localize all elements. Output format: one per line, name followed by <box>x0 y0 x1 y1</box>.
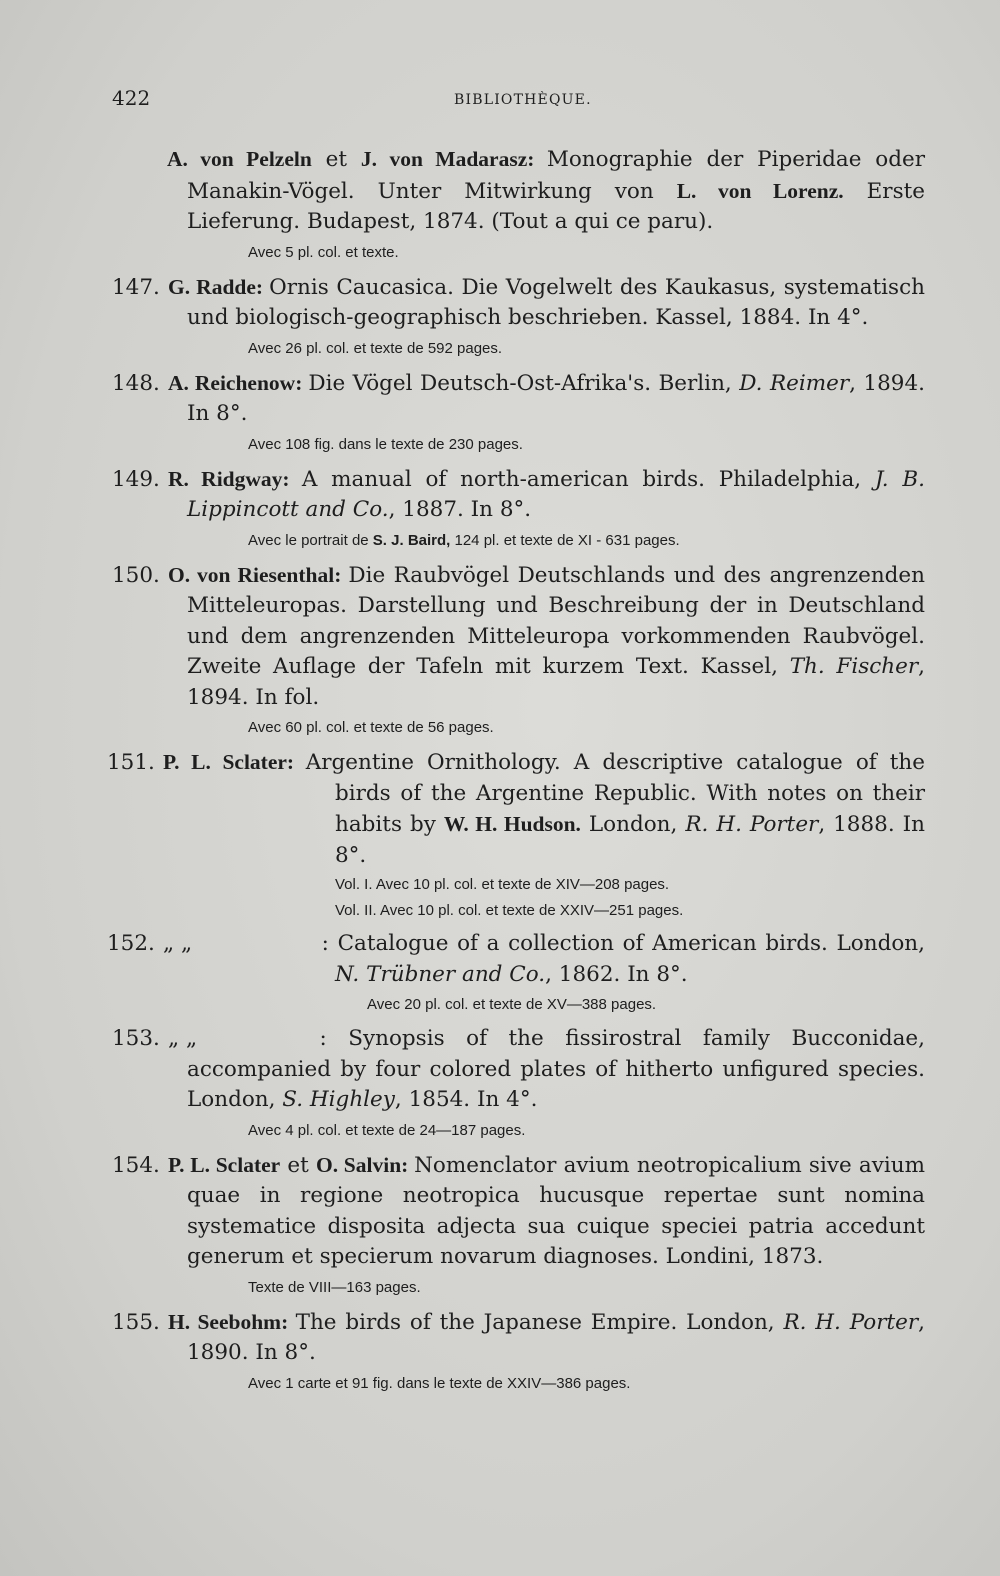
entry-imprint: , 1854. In 4°. <box>394 1087 538 1112</box>
bibliography-entry <box>0 144 1000 266</box>
entry-text <box>0 747 1000 871</box>
entry-number: 151. <box>107 750 155 775</box>
entry-publisher: Th. Fischer <box>789 654 919 679</box>
entry-date: , 1888. In 8°. <box>335 812 925 868</box>
entry-number: 153. <box>112 1026 160 1051</box>
entry-separator: : <box>286 750 306 774</box>
entry-publisher: R. H. Porter <box>783 1309 919 1335</box>
bibliography-entry <box>0 929 1000 1018</box>
entry-separator: : <box>401 1152 415 1177</box>
entry-author: G. Radde <box>168 274 256 299</box>
entry-title: Argentine Ornithology. A descriptive catalogue of the birds of the Argentine Republic. With notes on their habits by <box>305 750 925 837</box>
entry-number: 154. <box>112 1152 160 1178</box>
entry-separator: : <box>313 931 338 956</box>
entry-conjunction: et <box>280 1152 316 1178</box>
entry-title: Die Vögel Deutsch-Ost-Afrika's. Berlin, <box>308 370 740 396</box>
entry-publisher: S. Highley <box>282 1087 395 1112</box>
entry-imprint: , 1894. In 8°. <box>187 370 925 426</box>
ditto-marks: „ „ <box>163 931 193 956</box>
bibliography-entry <box>0 1024 1000 1144</box>
entry-author: R. Ridgway <box>168 466 283 491</box>
entry-number: 148. <box>112 370 160 396</box>
entry-text <box>0 272 1000 334</box>
entry-text <box>0 1024 1000 1116</box>
entry-number: 150. <box>112 562 160 588</box>
entry-imprint: , 1890. In 8°. <box>187 1309 926 1365</box>
entry-note: Avec 1 carte et 91 fig. dans le texte de XXIV—386 pages. <box>248 1374 631 1392</box>
entry-author: H. Seebohm <box>168 1309 282 1334</box>
entry-text <box>0 1150 1000 1273</box>
entry-coauthor: J. von Madarasz <box>360 147 528 171</box>
entry-text <box>0 464 1000 526</box>
note-text: Avec le portrait de <box>248 531 373 549</box>
bibliography-entry <box>0 560 1000 742</box>
bibliography-entry <box>0 747 1000 923</box>
entry-text <box>0 929 1000 990</box>
entry-imprint: London, <box>580 812 686 837</box>
entry-text <box>0 1307 1000 1369</box>
entry-imprint: , 1894. In fol. <box>187 654 925 710</box>
entry-title: Ornis Caucasica. Die Vogelwelt des Kaukasus, systematisch und biologisch-geographisch beschrieben. Kassel, 1884. In 4°. <box>187 274 925 330</box>
bibliography-list <box>0 144 1000 1403</box>
entry-note: Avec 26 pl. col. et texte de 592 pages. <box>248 339 503 357</box>
entry-separator: : <box>295 370 309 395</box>
entry-imprint: , 1887. In 8°. <box>388 497 532 522</box>
entry-note: Avec 20 pl. col. et texte de XV—388 pages. <box>367 996 657 1013</box>
entry-note: Avec 4 pl. col. et texte de 24—187 pages. <box>248 1121 526 1139</box>
entry-separator: : <box>298 1026 349 1051</box>
entry-coauthor: O. Salvin <box>315 1152 402 1177</box>
page-header <box>112 86 920 116</box>
entry-separator: : <box>255 274 270 299</box>
entry-note: Texte de VIII—163 pages. <box>248 1278 421 1296</box>
entry-number: 155. <box>112 1309 160 1335</box>
entry-number: 152. <box>107 931 155 956</box>
bibliography-entry <box>0 368 1000 458</box>
entry-title: Nomenclator avium neotropicalium sive avium quae in regione neotropica hucusque repertae sunt nomina systematice disposita adjecta sua cuique speciei patria accedunt generum et specierum novarum diagnoses. Londini, 1873. <box>187 1152 925 1269</box>
bibliography-entry <box>0 272 1000 362</box>
entry-author: P. L. Sclater <box>168 1152 281 1177</box>
entry-text <box>0 368 1000 430</box>
note-name: S. J. Baird, <box>372 531 451 549</box>
entry-author: P. L. Sclater <box>163 750 287 774</box>
entry-number: 149. <box>112 466 160 492</box>
entry-note-vol-2: Vol. II. Avec 10 pl. col. et texte de XXIV—251 pages. <box>335 902 684 919</box>
bibliography-entry <box>0 1307 1000 1397</box>
entry-text <box>0 560 1000 714</box>
entry-note <box>0 528 1000 554</box>
entry-imprint: , 1862. In 8°. <box>545 961 688 987</box>
bibliography-entry <box>0 1150 1000 1301</box>
entry-note: Avec 60 pl. col. et texte de 56 pages. <box>248 719 494 736</box>
entry-separator: : <box>281 1309 296 1334</box>
entry-author: O. von Riesenthal <box>168 562 335 587</box>
entry-title: Catalogue of a collection of American birds. London, <box>337 931 925 956</box>
entry-title: Monographie der Piperidae oder Manakin-Vögel. Unter Mitwirkung von <box>187 147 925 204</box>
page-number: 422 <box>112 86 151 110</box>
entry-title: Synopsis of the fissirostral family Bucconidae, accompanied by four colored plates of hitherto unfigured species. London, <box>187 1026 925 1112</box>
entry-number: 147. <box>112 274 160 300</box>
ditto-marks: „ „ <box>168 1026 198 1051</box>
entry-separator: : <box>334 562 349 587</box>
running-head: BIBLIOTHÈQUE. <box>454 92 592 108</box>
entry-separator: : <box>527 147 547 171</box>
entry-note: Avec 108 fig. dans le texte de 230 pages. <box>248 435 523 453</box>
entry-publisher: D. Reimer <box>739 370 850 396</box>
entry-note-vol-1: Vol. I. Avec 10 pl. col. et texte de XIV—208 pages. <box>335 876 670 893</box>
entry-author: A. von Pelzeln <box>167 147 312 171</box>
entry-note: Avec 5 pl. col. et texte. <box>248 243 399 261</box>
entry-title: Die Raubvögel Deutschlands und des angrenzenden Mitteleuropas. Darstellung und Beschreibung der in Deutschland und dem angrenzenden Mitteleuropa vorkommenden Raubvögel. Zweite Auflage der Tafeln mit kurzem Text. Kassel, <box>187 562 925 679</box>
entry-imprint: Erste Lieferung. Budapest, 1874. (Tout a qui ce paru). <box>187 178 925 234</box>
entry-publisher: R. H. Porter <box>685 812 819 837</box>
note-text-end: 124 pl. et texte de XI - 631 pages. <box>450 531 680 549</box>
bibliography-entry <box>0 464 1000 554</box>
entry-conjunction: et <box>311 147 361 172</box>
entry-contributor: W. H. Hudson. <box>443 812 581 836</box>
entry-title: The birds of the Japanese Empire. London, <box>295 1309 784 1335</box>
entry-separator: : <box>282 466 302 491</box>
entry-author: A. Reichenow <box>168 370 296 395</box>
entry-publisher: N. Trübner and Co. <box>335 961 546 987</box>
entry-contributor: L. von Lorenz. <box>676 178 844 203</box>
entry-text <box>0 144 1000 238</box>
entry-title: A manual of north-american birds. Philadelphia, <box>301 466 875 492</box>
entry-publisher: J. B. Lippincott and Co. <box>187 466 925 522</box>
